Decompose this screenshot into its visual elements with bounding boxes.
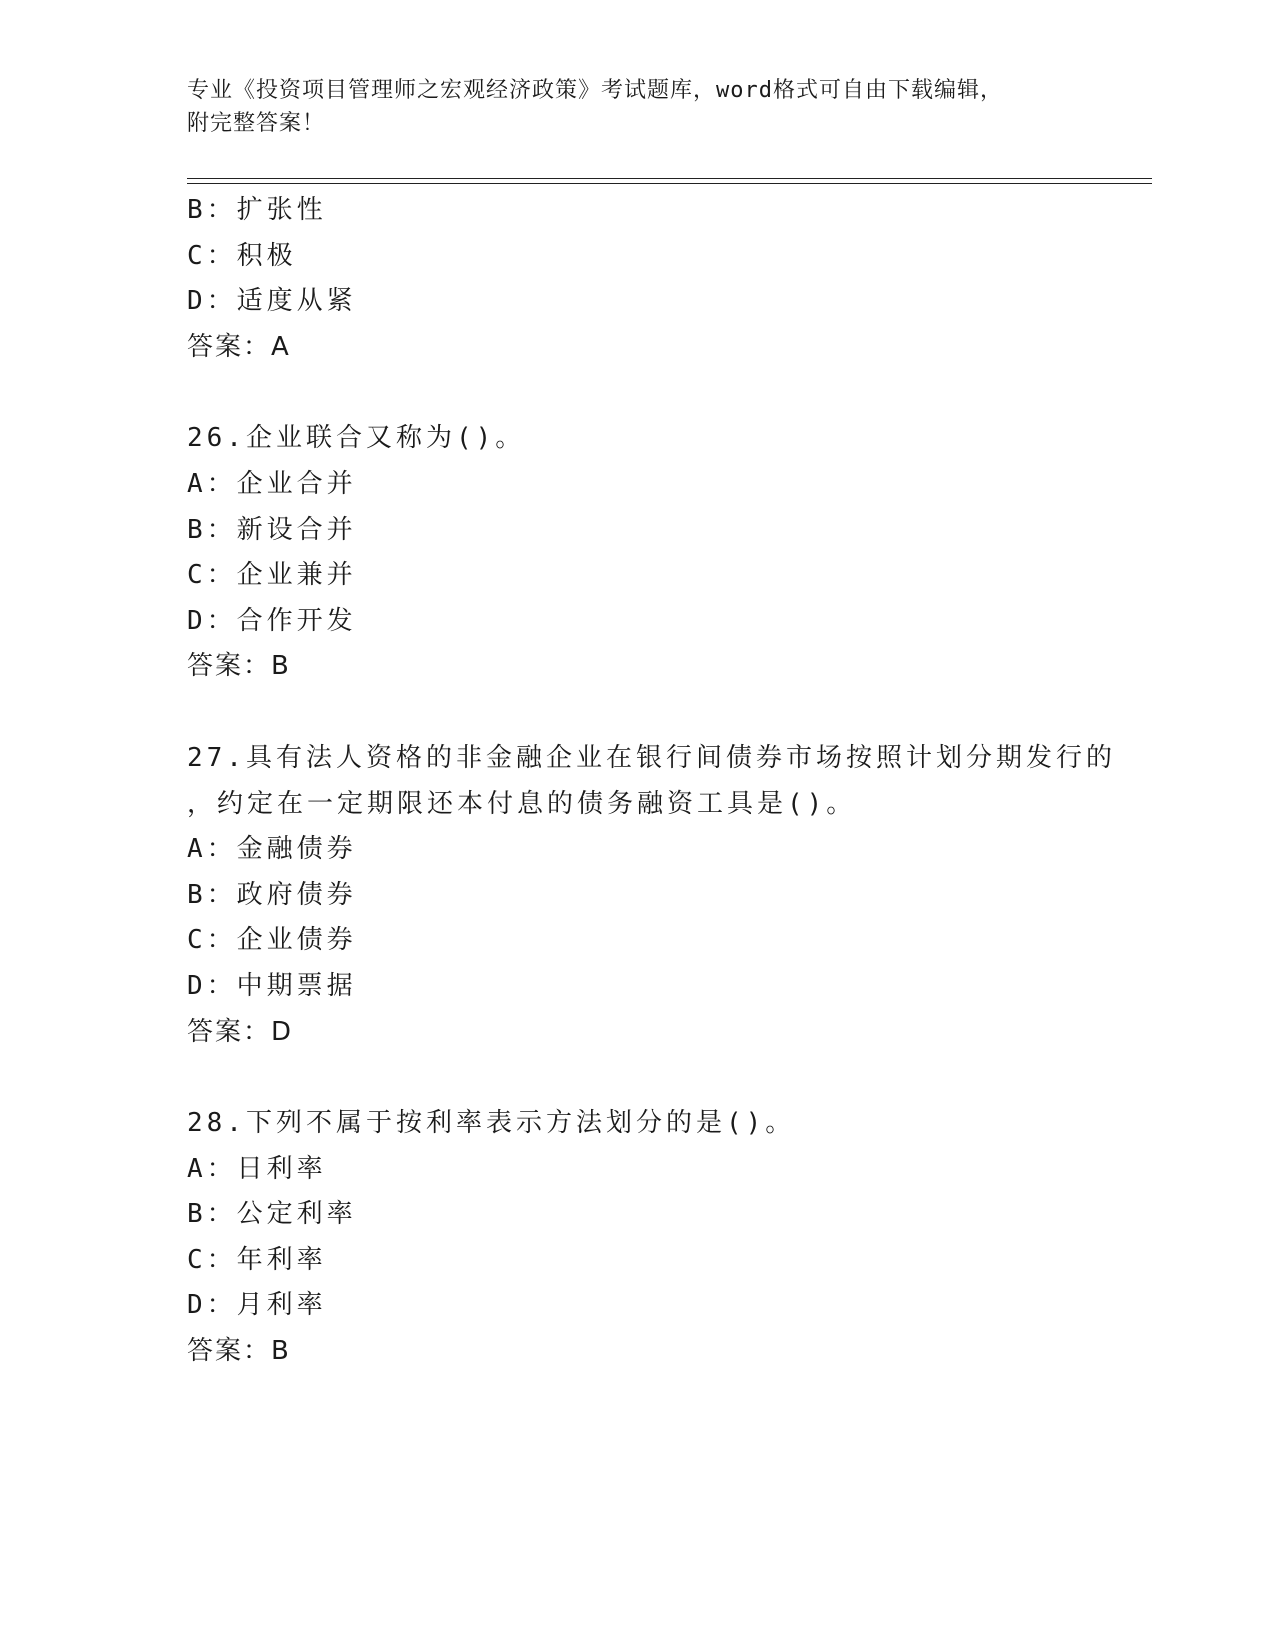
option-c: C：企业兼并 [187, 560, 357, 591]
spacer [187, 1055, 1147, 1101]
option-a: A：金融债券 [187, 834, 357, 865]
option-d: D：适度从紧 [187, 286, 357, 317]
option-b: B：公定利率 [187, 1199, 357, 1230]
option-b: B：政府债券 [187, 879, 357, 910]
spacer [187, 370, 1147, 416]
answer-line: 答案：B [187, 651, 291, 682]
header-line-2: 附完整答案！ [187, 111, 326, 136]
question-block-26 [187, 416, 1147, 690]
option-d: D：月利率 [187, 1290, 327, 1321]
answer-line: 答案：D [187, 1016, 294, 1047]
question-block-28 [187, 1101, 1147, 1375]
option-c: C：企业债券 [187, 925, 357, 956]
option-a: A：企业合并 [187, 468, 357, 499]
question-text: 26.企业联合又称为()。 [187, 423, 526, 454]
question-list [187, 188, 1147, 1375]
question-block-25 [187, 188, 1147, 370]
spacer [187, 690, 1147, 736]
header-divider [187, 178, 1152, 184]
answer-line: 答案：B [187, 1336, 291, 1367]
question-text: 28.下列不属于按利率表示方法划分的是()。 [187, 1108, 796, 1139]
question-text-line-2: ，约定在一定期限还本付息的债务融资工具是()。 [187, 788, 857, 819]
option-c: C：年利率 [187, 1244, 327, 1275]
option-a: A：日利率 [187, 1153, 327, 1184]
document-header [187, 74, 1067, 140]
question-text-line-1: 27.具有法人资格的非金融企业在银行间债券市场按照计划分期发行的 [187, 742, 1116, 773]
answer-line: 答案：A [187, 331, 291, 362]
option-d: D：合作开发 [187, 605, 357, 636]
option-b: B：扩张性 [187, 195, 327, 225]
option-b: B：新设合并 [187, 514, 357, 545]
header-line-1: 专业《投资项目管理师之宏观经济政策》考试题库，word格式可自由下载编辑， [187, 78, 1003, 103]
option-c: C：积极 [187, 240, 297, 271]
option-d: D：中期票据 [187, 970, 357, 1001]
question-block-27 [187, 736, 1147, 1055]
